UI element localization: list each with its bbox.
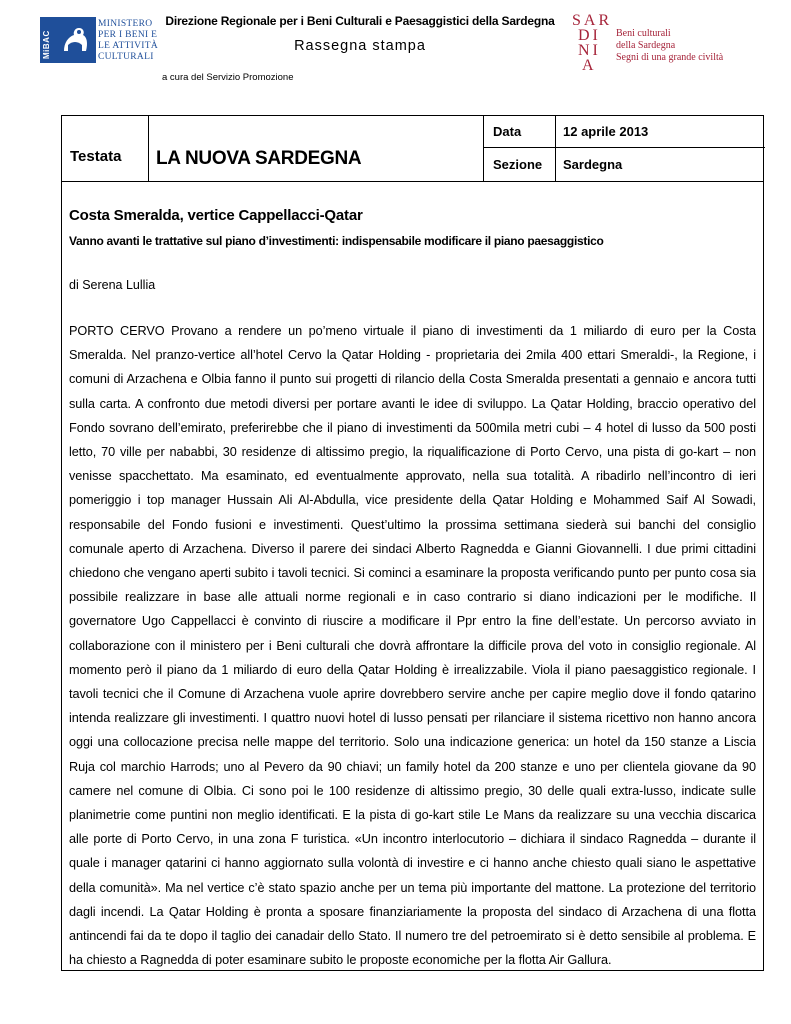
- ministry-logo: [40, 17, 159, 63]
- direction-name: Direzione Regionale per i Beni Culturali e Paesaggistici della Sardegna: [165, 14, 555, 28]
- ministry-logo-line: PER I BENI E: [98, 30, 158, 40]
- sardinia-logo-line: Segni di una grande civiltà: [616, 52, 724, 63]
- testata-label: Testata: [70, 148, 122, 165]
- ministry-logo-line: CULTURALI: [98, 52, 154, 62]
- page-title: Rassegna stampa: [294, 38, 426, 54]
- sezione-label: Sezione: [493, 157, 543, 172]
- sardinia-logo-text: [616, 28, 723, 64]
- sardinia-logo-line: Beni culturali: [616, 28, 671, 39]
- info-table: [61, 115, 764, 182]
- ministry-logo-line: MINISTERO: [98, 19, 153, 29]
- sardinia-logo-letter-line: NI: [578, 42, 601, 59]
- table-divider: [483, 116, 484, 181]
- sardinia-logo-letter-line: A: [582, 57, 597, 74]
- article-author: di Serena Lullia: [69, 278, 156, 292]
- data-value: 12 aprile 2013: [563, 124, 649, 139]
- article-box: [61, 181, 764, 971]
- ministry-emblem-icon: [58, 23, 92, 57]
- table-divider: [148, 116, 149, 181]
- header-center: [150, 14, 570, 54]
- article-subtitle: Vanno avanti le trattative sul piano d’investimenti: indispensabile modificare il piano paesaggistico: [69, 234, 604, 248]
- article-title: Costa Smeralda, vertice Cappellacci-Qatar: [69, 207, 363, 224]
- sardinia-logo-letter-line: SAR: [572, 12, 613, 29]
- testata-value: LA NUOVA SARDEGNA: [156, 148, 362, 169]
- curated-by: a cura del Servizio Promozione: [162, 72, 294, 83]
- sezione-value: Sardegna: [563, 157, 623, 172]
- article-body: PORTO CERVO Provano a rendere un po’meno virtuale il piano di investimenti da 1 miliardo di euro per la Costa Smeralda. Nel pranzo-vertice all’hotel Cervo la Qatar Holding - proprietaria dei 2mila 400 ettari Smeraldi-, la Regione, i comuni di Arzachena e Olbia fanno il punto sui progetti di rilancio della Costa Smeralda presentati a gennaio e ancora tutti sulla carta. A confronto due metodi diversi per portare avanti le idee di sviluppo. La Qatar Holding, braccio operativo del Fondo sovrano dell’emirato, preferirebbe che il piano di investimenti da 500mila metri cubi – 4 hotel di lusso da 500 posti letto, 70 ville per nababbi, 30 residenze di altissimo pregio, la riqualificazione di Porto Cervo, una pista di go-kart – non venisse spacchettato. Ma esaminato, ed eventualmente approvato, nella sua totalità. A ribadirlo nell’incontro di ieri pomeriggio i top manager Hussain Ali Al-Abdulla, vice presidente della Qatar Holding e Mohammed Saif Al Sowadi, responsabile del Fondo fusioni e investimenti. Quest’ultimo la prossima settimana siederà sui banchi del consiglio comunale aperto di Arzachena. Diverso il parere dei sindaci Alberto Ragnedda e Gianni Giovannelli. I due primi cittadini chiedono che vengano aperti subito i tavoli tecnici. Si cominci a esaminare la proposta verificando punto per punto cosa sia possibile realizzare in base alle attuali norme regionali e in caso contrario si diano indicazioni per le modifiche. Il governatore Ugo Cappellacci è convinto di riuscire a modificare il Ppr entro la fine dell’estate. Un percorso avviato in collaborazione con il ministero per i Beni culturali che dovrà affrontare la difficile prova del voto in consiglio regionale. Al momento però il piano da 1 miliardo di euro della Qatar Holding è irrealizzabile. Viola il piano paesaggistico regionale. I tavoli tecnici che il Comune di Arzachena vuole aprire dovrebbero servire anche per capire meglio dove il fondo qatarino intenda realizzare gli investimenti. I quattro nuovi hotel di lusso pensati per rilanciare il sistema ricettivo non hanno ancora oggi una collocazione precisa nelle mappe del territorio. Solo una indicazione generica: un hotel da 150 stanze a Liscia Ruja col marchio Harrods; uno al Pevero da 90 chiavi; un family hotel da 200 stanze e uno per clientela giovane da 90 camere nel comune di Olbia. Ci sono poi le 100 residenze di altissimo pregio, 30 delle quali extra-lusso, indicate sulle planimetrie come puntini non meglio identificati. E la pista di go-kart stile Le Mans da realizzare su una vecchia discarica alle porte di Porto Cervo, in una zona F turistica. «Un incontro interlocutorio – dichiara il sindaco Ragnedda – durante il quale i manager qatarini ci hanno aggiornato sulla volontà di investire e ci hanno anche chiesto quali siano le aspettative della comunità». Ma nel vertice c’è stato spazio anche per un tema più importante del mattone. La protezione del territorio dagli incendi. La Qatar Holding è pronta a sposare finanziariamente la proposta del sindaco di Arzachena di una flotta antincendi fai da te dopo il taglio dei canadair dello Stato. Il numero tre del petroemirato si è detto sensibile al problema. E ha chiesto a Ragnedda di poter esaminare subito le proposte economiche per la flotta Air Gallura.: [69, 324, 756, 968]
- table-divider: [555, 116, 556, 181]
- table-divider: [483, 147, 765, 148]
- sardinia-logo-line: della Sardegna: [616, 40, 676, 51]
- ministry-logo-badge: [40, 17, 96, 63]
- sardinia-logo-letter-line: DI: [578, 27, 601, 44]
- ministry-logo-side-text: MiBAC: [42, 30, 51, 59]
- sardinia-logo: [572, 13, 732, 73]
- ministry-logo-line: LE ATTIVITÀ: [98, 41, 159, 51]
- data-label: Data: [493, 124, 522, 139]
- sardinia-logo-letters: [572, 13, 612, 73]
